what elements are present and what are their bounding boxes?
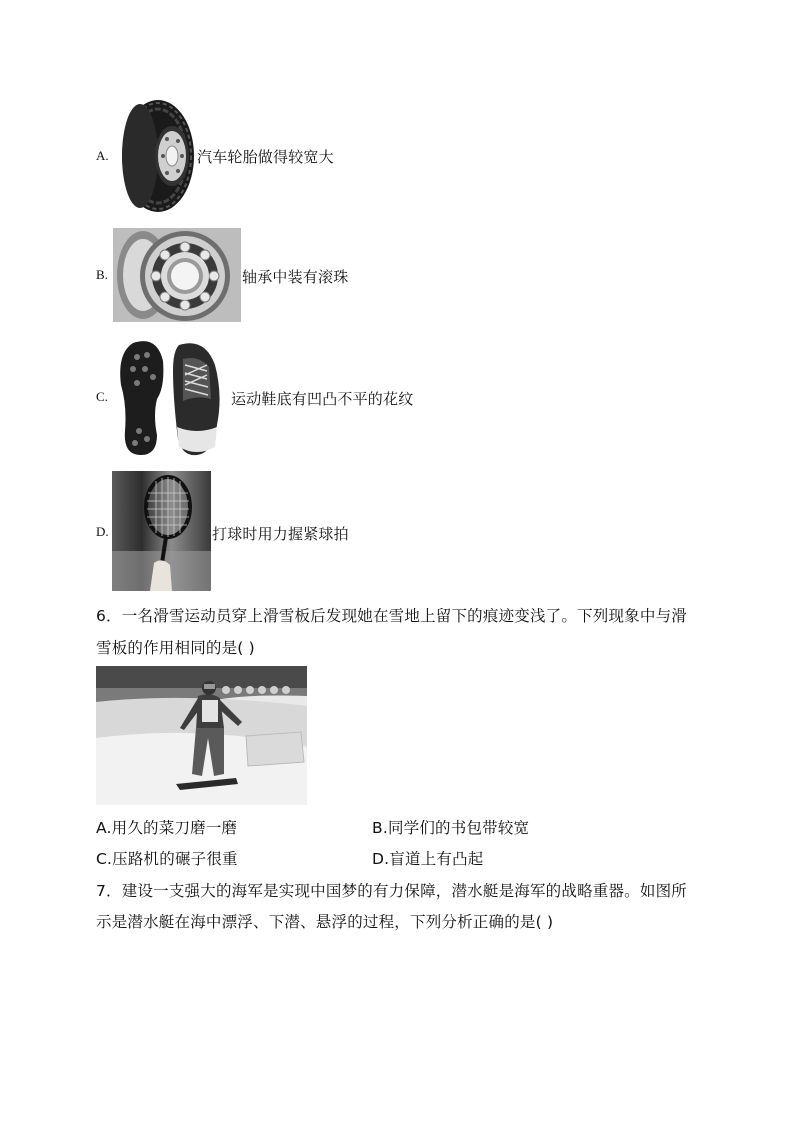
option-d-letter: D. <box>96 524 109 539</box>
question-7-line-2: 示是潜水艇在海中漂浮、下潜、悬浮的过程，下列分析正确的是( ) <box>96 913 554 931</box>
option-d-text: 打球时用力握紧球拍 <box>212 525 349 543</box>
question-6-line-1: 6．一名滑雪运动员穿上滑雪板后发现她在雪地上留下的痕迹变浅了。下列现象中与滑 <box>96 607 687 625</box>
sports-shoe-image <box>113 335 229 459</box>
question-6-line-2: 雪板的作用相同的是( ) <box>96 639 255 657</box>
truck-tire-image <box>112 97 196 215</box>
option-c-letter: C. <box>96 389 108 404</box>
ball-bearing-image <box>113 228 241 322</box>
q6-option-c: C.压路机的碾子很重 <box>96 850 238 868</box>
question-7-line-1: 7．建设一支强大的海军是实现中国梦的有力保障，潜水艇是海军的战略重器。如图所 <box>96 882 687 900</box>
tennis-racket-image <box>112 471 211 591</box>
option-a-text: 汽车轮胎做得较宽大 <box>197 148 334 166</box>
q6-option-d: D.盲道上有凸起 <box>372 850 484 868</box>
option-c-text: 运动鞋底有凹凸不平的花纹 <box>231 390 414 408</box>
option-b-text: 轴承中装有滚珠 <box>242 268 349 286</box>
q6-option-b: B.同学们的书包带较宽 <box>372 819 530 837</box>
option-a-letter: A. <box>96 148 109 163</box>
q6-option-a: A.用久的菜刀磨一磨 <box>96 819 238 837</box>
option-b-letter: B. <box>96 267 108 282</box>
snowboarder-image <box>96 666 307 805</box>
